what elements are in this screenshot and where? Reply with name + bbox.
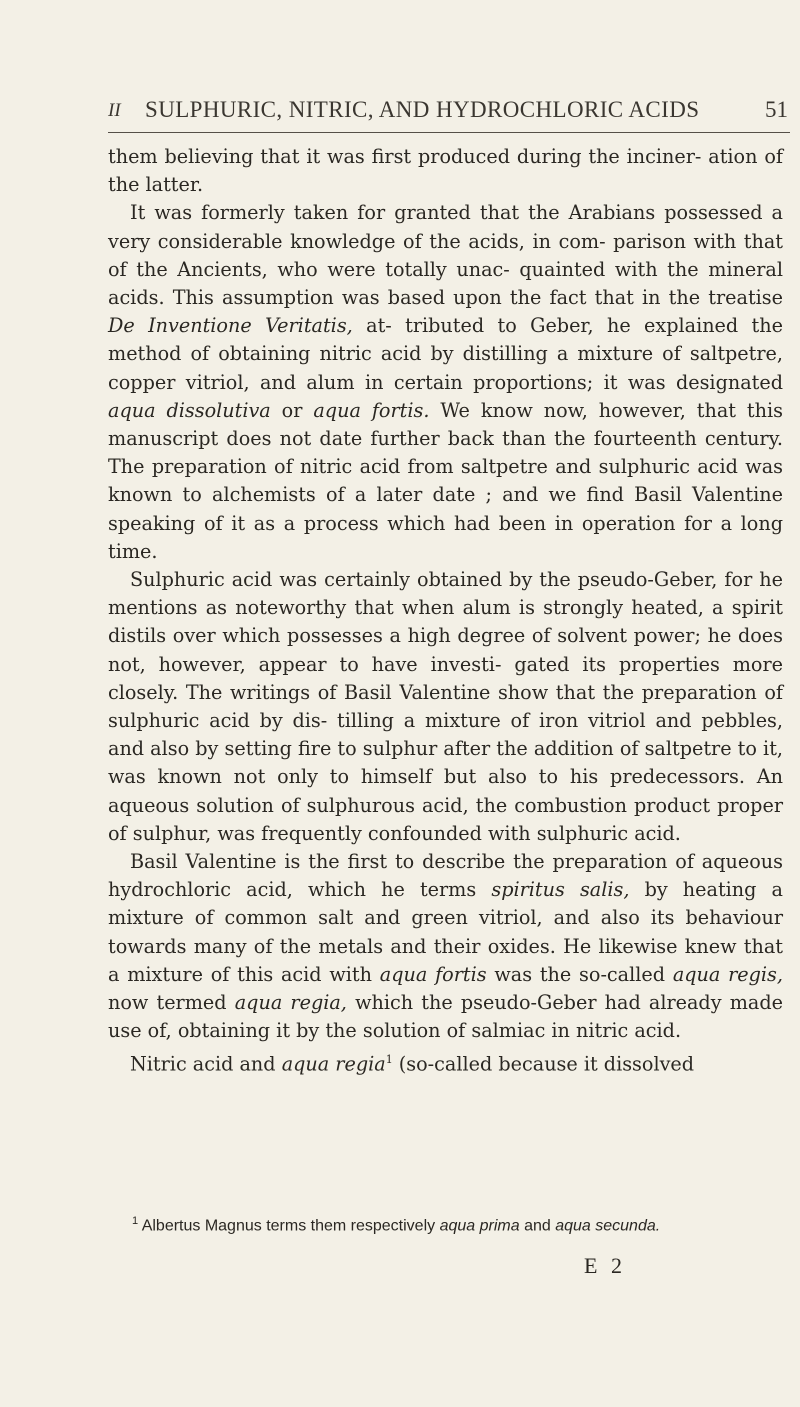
text-run: at- tributed to Geber, he explained the method of obtaining nitric acid by distilling a mixture of saltpetre, copper vitriol, and alum in certain proportions; it was designated [108, 314, 783, 394]
text-run: which the pseudo-Geber had already made use of, obtaining it by the solution of salmiac in nitric acid. [108, 991, 783, 1043]
running-header [108, 92, 790, 133]
italic-term: aqua secunda. [555, 1217, 661, 1235]
footnote-ref: 1 [385, 1052, 393, 1066]
text-run: Nitric acid and [130, 1051, 282, 1075]
running-title: SULPHURIC, NITRIC, AND HYDROCHLORIC ACIDS [145, 97, 700, 122]
paragraph [108, 143, 783, 199]
footnote [108, 1209, 783, 1238]
footnote-mark: 1 [132, 1215, 139, 1227]
text-run: Basil Valentine is the first to describe the preparation of aqueous hydrochloric acid, which he terms [108, 850, 783, 902]
page-number: 51 [765, 97, 788, 122]
italic-term: aqua prima [439, 1217, 520, 1235]
text-run: and [519, 1217, 556, 1235]
italic-term: aqua regia, [234, 991, 347, 1015]
text-run: (so-called because it dissolved [392, 1051, 695, 1075]
paragraph [108, 566, 783, 848]
body-text [108, 143, 783, 1078]
text-run: now termed [108, 991, 235, 1015]
text-run: was the so-called [486, 962, 673, 986]
text-run: them believing that it was first produced during the inciner- ation of the latter. [108, 145, 783, 197]
text-run: It was formerly taken for granted that the Arabians possessed a very considerable knowledge of the acids, in com- parison with that of the Ancients, who were totally unac- quainted with the mineral acids. This assumption was based upon the fact that in the treatise [108, 201, 783, 310]
italic-term: aqua dissolutiva [108, 398, 271, 422]
text-run: Albertus Magnus terms them respectively [138, 1217, 440, 1235]
italic-term: aqua regia [281, 1051, 386, 1075]
paragraph [108, 848, 783, 1045]
signature-mark: E 2 [584, 1253, 626, 1278]
chapter-number: II [108, 100, 121, 121]
text-run: Sulphuric acid was certainly obtained by the pseudo-Geber, for he mentions as noteworthy that when alum is strongly heated, a spirit distils over which possesses a high degree of solvent power; he does not, however, appear to have investi- gated its properties more closely. The writings of Basil Valentine show that the preparation of sulphuric acid by dis- tilling a mixture of iron vitriol and pebbles, and also by setting fire to sulphur after the addition of saltpetre to it, was known not only to himself but also to his predecessors. An aqueous solution of sulphurous acid, the combustion product proper of sulphur, was frequently confounded with sulphuric acid. [108, 568, 783, 845]
italic-term: aqua regis, [672, 962, 783, 986]
italic-term: spiritus salis, [491, 878, 630, 902]
text-run: or [270, 398, 314, 422]
text-run: by heating a mixture of common salt and green vitriol, and also its behaviour towards many of the metals and their oxides. He likewise knew that a mixture of this acid with [108, 878, 783, 986]
italic-title: De Inventione Veritatis, [108, 314, 353, 338]
italic-term: aqua fortis. [313, 398, 430, 422]
paragraph [108, 199, 783, 566]
text-run: We know now, however, that this manuscript does not date further back than the fourteenth century. The preparation of nitric acid from saltpetre and sulphuric acid was known to alchemists of a later date ; and we find Basil Valentine speaking of it as a process which had been in operation for a long time. [108, 398, 783, 563]
italic-term: aqua fortis [379, 962, 487, 986]
paragraph [108, 1046, 783, 1079]
